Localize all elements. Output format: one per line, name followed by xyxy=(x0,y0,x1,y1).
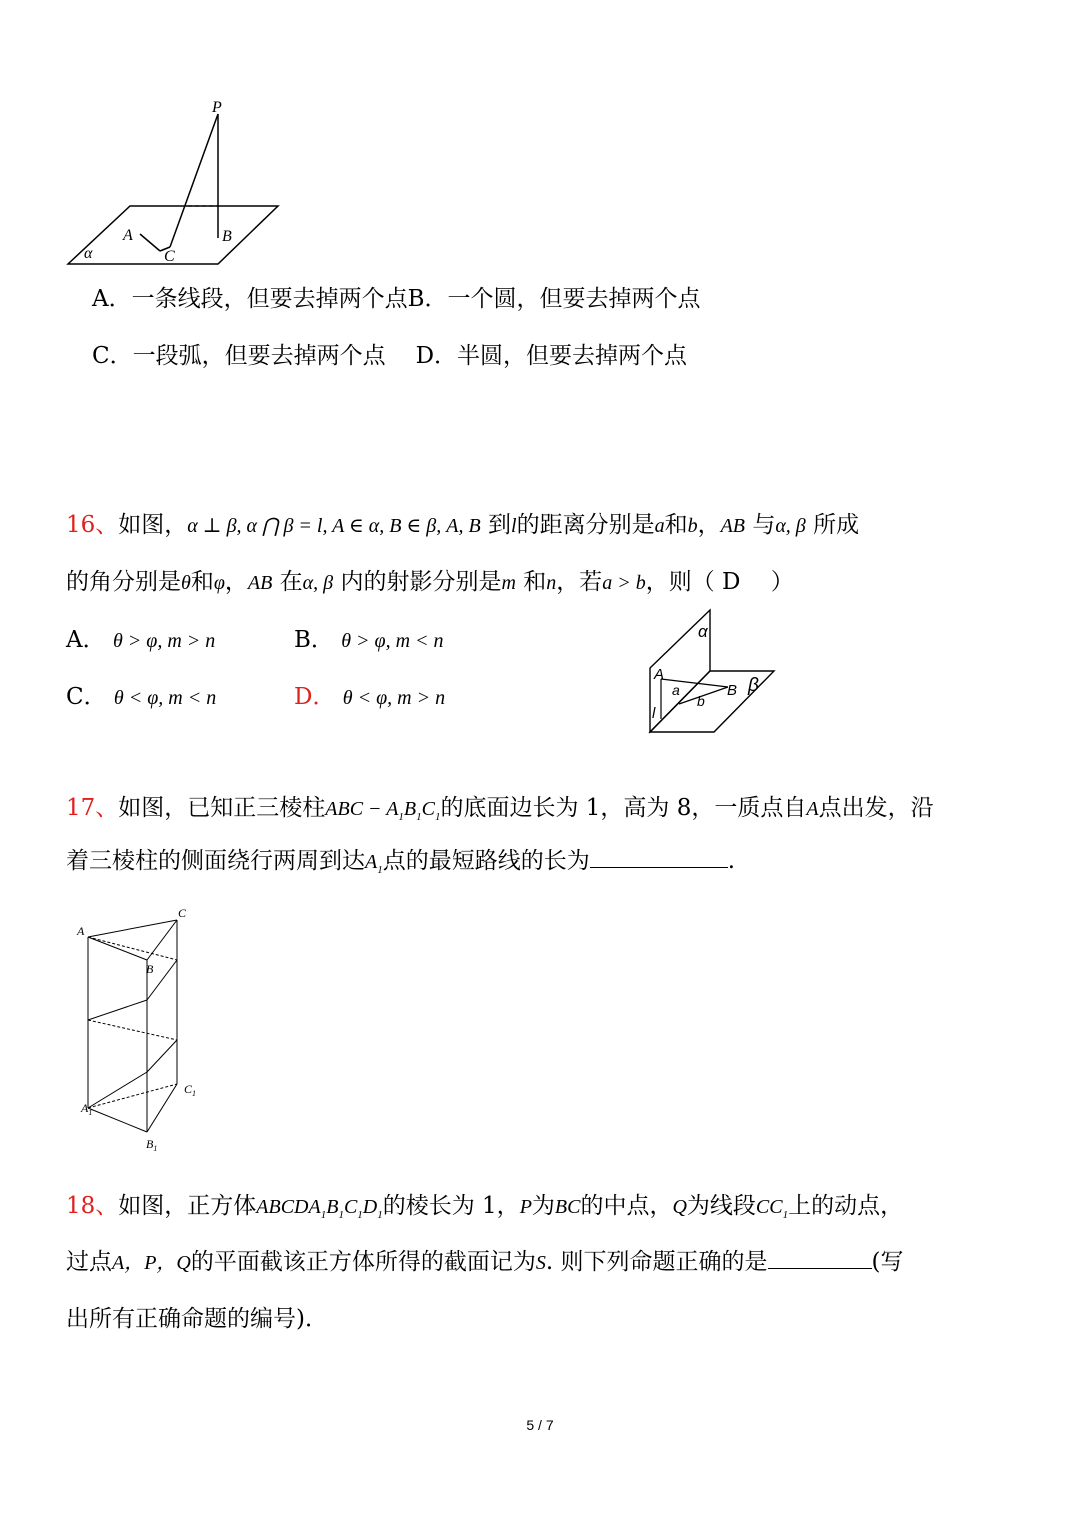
label-b-point: B xyxy=(727,682,738,699)
label-c1: $C_1$ xyxy=(184,1082,197,1098)
q18-number: 18、 xyxy=(66,1193,119,1219)
q16-option-c[interactable]: C． θ < φ, m < n xyxy=(66,684,217,710)
segment-ac xyxy=(140,234,160,251)
label-a: A xyxy=(77,924,85,938)
label-b: B xyxy=(146,962,154,976)
label-c: C xyxy=(178,906,187,920)
q15-option-c[interactable]: C．一段弧，但要去掉两个点 xyxy=(92,343,386,369)
q15-figure xyxy=(60,98,290,270)
label-p: P xyxy=(212,99,222,116)
q16-option-d[interactable]: D． θ < φ, m > n xyxy=(294,684,446,710)
label-a: A xyxy=(123,227,133,244)
q16-stem-line1: 16、如图，α ⊥ β, α ⋂ β = l, A ∈ α, B ∈ β, A, B 到l的距离分别是a和b，AB 与α, β 所成 xyxy=(66,512,860,538)
label-b-dist: b xyxy=(697,693,705,709)
label-b1: $B_1$ xyxy=(146,1137,158,1153)
page-number: 5 / 7 xyxy=(526,1417,554,1433)
q16-figure xyxy=(640,605,790,740)
q16-option-b[interactable]: B． θ > φ, m < n xyxy=(294,627,444,653)
q17-number: 17、 xyxy=(66,795,119,821)
q17-figure xyxy=(72,902,212,1157)
label-alpha: α xyxy=(84,245,93,262)
label-c: C xyxy=(164,248,175,265)
q15-option-d[interactable]: D．半圆，但要去掉两个点 xyxy=(415,343,688,369)
q17-answer-blank[interactable] xyxy=(590,863,728,868)
q15-options-row2 xyxy=(92,340,687,372)
q15-option-b[interactable]: B．一个圆，但要去掉两个点 xyxy=(407,286,701,312)
label-beta: β xyxy=(748,675,759,696)
q16-number: 16、 xyxy=(66,512,119,538)
q18-stem-line3: 出所有正确命题的编号)． xyxy=(66,1306,328,1332)
q15-option-a[interactable]: A．一条线段，但要去掉两个点 xyxy=(92,286,408,312)
q16-option-a[interactable]: A． θ > φ, m > n xyxy=(66,627,216,653)
q15-options-row1 xyxy=(92,283,701,315)
label-alpha: α xyxy=(698,622,708,641)
label-l: l xyxy=(652,705,656,722)
label-a-point: A xyxy=(654,666,665,683)
label-a-dist: a xyxy=(672,682,680,698)
q17-stem-line1: 17、如图，已知正三棱柱ABC − $A_1B_1C_1$的底面边长为 1，高为 8，一质点自A点出发，沿 xyxy=(66,795,934,823)
q18-stem-line1: 18、如图，正方体$ABCDA_1B_1C_1D_1$的棱长为 1，P为BC的中点，Q为线段$CC_1$上的动点， xyxy=(66,1193,904,1221)
q18-answer-blank[interactable] xyxy=(768,1264,872,1269)
q16-stem-line2: 的角分别是θ和φ，AB 在α, β 内的射影分别是m 和n，若a > b，则（ D ） xyxy=(66,569,794,595)
q16-math-1: α ⊥ β, α ⋂ β = l, A ∈ α, B ∈ β, A, B xyxy=(187,515,481,537)
label-a1: $A_1$ xyxy=(81,1101,93,1117)
q17-stem-line2: 着三棱柱的侧面绕行两周到达$A_1$点的最短路线的长为 . xyxy=(66,848,736,876)
segment-pc xyxy=(170,114,218,247)
label-b: B xyxy=(222,228,232,245)
q18-stem-line2: 过点A，P，Q的平面截该正方体所得的截面记为S. 则下列命题正确的是 (写 xyxy=(66,1249,904,1275)
